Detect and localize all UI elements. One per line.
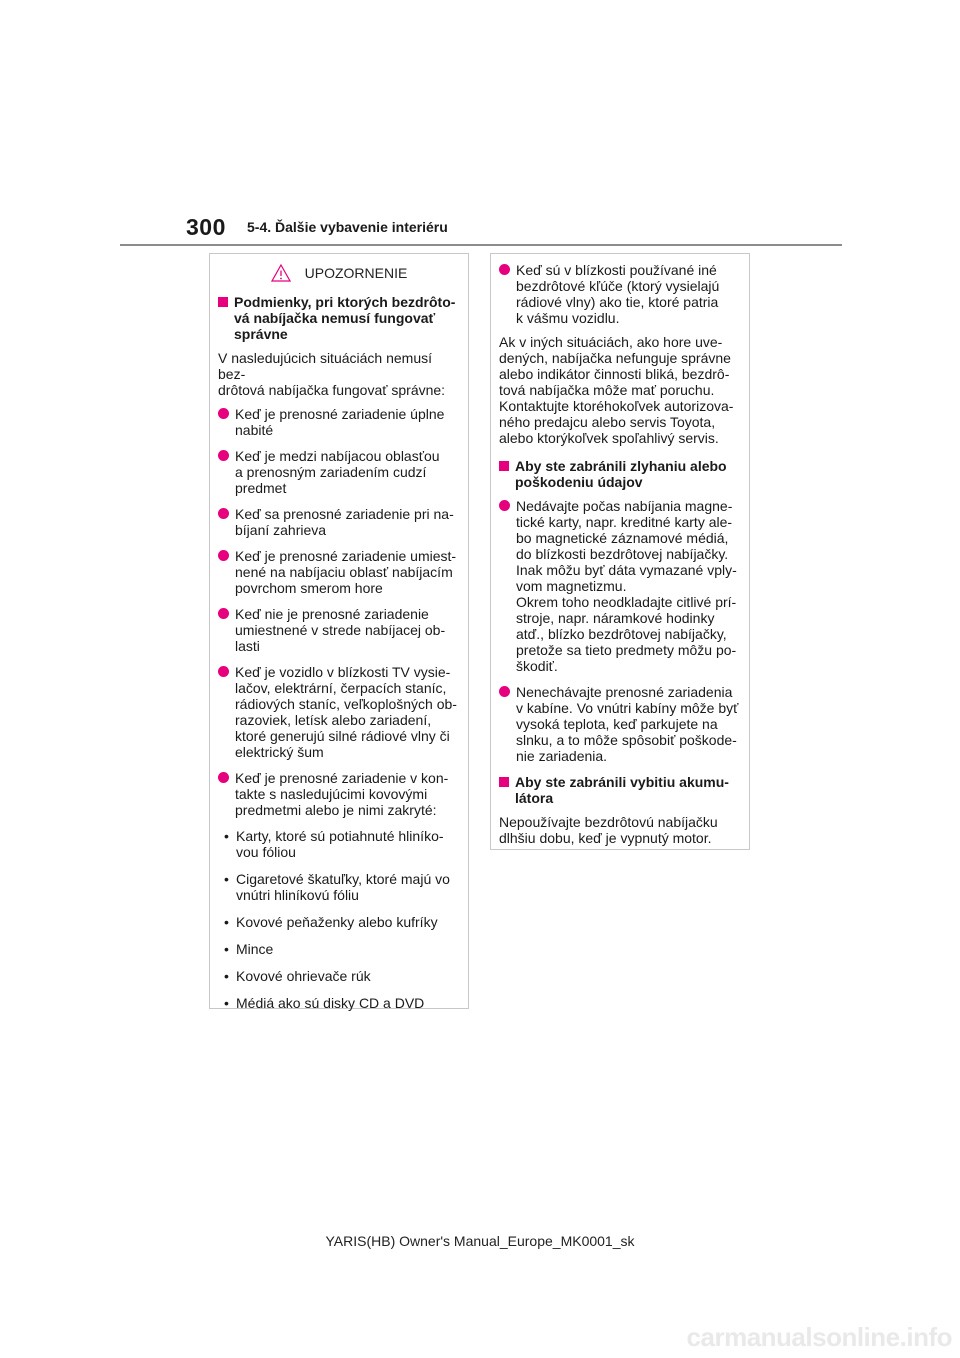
section-title: 5-4. Ďalšie vybavenie interiéru <box>247 219 448 235</box>
sub-list-item-text: Médiá ako sú disky CD a DVD <box>236 995 425 1011</box>
warning-box <box>209 253 469 1009</box>
square-bullet-icon <box>499 461 509 471</box>
subheading-text: Aby ste zabránili zlyhaniu alebo poškodeniu údajov <box>515 458 727 490</box>
list-item <box>499 498 741 674</box>
dot-bullet-icon <box>499 686 510 697</box>
watermark: carmanualsonline.info <box>686 1322 952 1352</box>
list-item <box>218 506 460 538</box>
sub-list-item-text: Cigaretové škatuľky, ktoré majú vo vnútri hliníkovú fóliu <box>236 871 450 903</box>
sub-list-item-text: Mince <box>236 941 274 957</box>
list-item <box>218 406 460 438</box>
list-item-text: Nedávajte počas nabíjania magne- tické karty, napr. kreditné karty ale- bo magnetické záznamové médiá, do blízkosti bezdrôtovej nabíjačky. Inak môžu byť dáta vymazané vply- vom magnetizmu. Okrem toho neodkladajte citlivé prí- stroje, napr. náramkové hodinky atď., blízko bezdrôtovej nabíjačky, pretože sa tieto predmety môžu po- škodiť. <box>516 498 737 674</box>
sub-list-item <box>224 968 460 984</box>
square-bullet-icon <box>499 777 509 787</box>
warning-header <box>218 258 460 288</box>
list-item <box>218 548 460 596</box>
contact-paragraph: Ak v iných situáciách, ako hore uve- dených, nabíjačka nefunguje správne alebo indikátor činnosti bliká, bezdrô- tová nabíjačka môže mať poruchu. Kontaktujte ktoréhokoľvek autorizova- ného predajcu alebo servis Toyota, alebo ktorýkoľvek spoľahlivý servis. <box>499 334 734 446</box>
battery-paragraph: Nepoužívajte bezdrôtovú nabíjačku dlhšiu dobu, keď je vypnutý motor. <box>499 814 718 846</box>
sub-bullet-marker: • <box>224 968 229 984</box>
sub-list-item <box>224 995 460 1011</box>
header-rule <box>120 244 842 246</box>
dot-bullet-icon <box>218 508 229 519</box>
warning-box-continued <box>490 253 750 850</box>
footer-text: YARIS(HB) Owner's Manual_Europe_MK0001_sk <box>325 1233 635 1249</box>
sub-bullet-marker: • <box>224 828 229 844</box>
list-item <box>218 664 460 760</box>
subheading <box>499 458 741 490</box>
list-item-text: Keď sú v blízkosti používané iné bezdrôtové kľúče (ktorý vysielajú rádiové vlny) ako tie, ktoré patria k vášmu vozidlu. <box>516 262 720 326</box>
dot-bullet-icon <box>218 666 229 677</box>
sub-list-item-text: Kovové peňaženky alebo kufríky <box>236 914 438 930</box>
subheading-text: Aby ste zabránili vybitiu akumu- látora <box>515 774 729 806</box>
warning-label: UPOZORNENIE <box>304 265 408 281</box>
sub-list-item-text: Karty, ktoré sú potiahnuté hliníko- vou fóliou <box>236 828 444 860</box>
subheading <box>499 774 741 806</box>
dot-bullet-icon <box>218 772 229 783</box>
list-item <box>218 448 460 496</box>
square-bullet-icon <box>218 297 228 307</box>
sub-bullet-marker: • <box>224 995 229 1011</box>
list-item <box>499 684 741 764</box>
list-item-text: Keď je medzi nabíjacou oblasťou a prenosným zariadením cudzí predmet <box>235 448 440 496</box>
dot-bullet-icon <box>218 408 229 419</box>
list-item <box>218 770 460 818</box>
list-item-text: Keď je prenosné zariadenie úplne nabité <box>235 406 445 438</box>
warning-triangle-icon <box>271 264 291 282</box>
sub-bullet-marker: • <box>224 871 229 887</box>
sub-list-item <box>224 828 460 860</box>
dot-bullet-icon <box>218 608 229 619</box>
list-item <box>499 262 741 326</box>
subheading <box>218 294 460 342</box>
list-item-text: Nenechávajte prenosné zariadenia v kabíne. Vo vnútri kabíny môže byť vysoká teplota, keď parkujete na slnku, a to môže spôsobiť poškode- nie zariadenia. <box>516 684 739 764</box>
page-number: 300 <box>186 214 226 240</box>
dot-bullet-icon <box>218 450 229 461</box>
sub-bullet-marker: • <box>224 941 229 957</box>
list-item-text: Keď nie je prenosné zariadenie umiestnené v strede nabíjacej ob- lasti <box>235 606 446 654</box>
dot-bullet-icon <box>499 500 510 511</box>
intro-paragraph: V nasledujúcich situáciách nemusí bez- drôtová nabíjačka fungovať správne: <box>218 350 446 398</box>
list-item-text: Keď je prenosné zariadenie umiest- nené na nabíjaciu oblasť nabíjacím povrchom smerom hore <box>235 548 457 596</box>
sub-list-item <box>224 941 460 957</box>
sub-list-item <box>224 871 460 903</box>
dot-bullet-icon <box>499 264 510 275</box>
sub-list-item <box>224 914 460 930</box>
dot-bullet-icon <box>218 550 229 561</box>
list-item <box>218 606 460 654</box>
subheading-text: Podmienky, pri ktorých bezdrôto- vá nabíjačka nemusí fungovať správne <box>234 294 456 342</box>
list-item-text: Keď je prenosné zariadenie v kon- takte s nasledujúcimi kovovými predmetmi alebo je nimi zakryté: <box>235 770 449 818</box>
list-item-text: Keď je vozidlo v blízkosti TV vysie- lačov, elektrární, čerpacích staníc, rádiových staníc, veľkoplošných ob- razoviek, letísk alebo zariadení, ktoré generujú silné rádiové vlny či elektrický šum <box>235 664 457 760</box>
sub-bullet-marker: • <box>224 914 229 930</box>
list-item-text: Keď sa prenosné zariadenie pri na- bíjaní zahrieva <box>235 506 454 538</box>
sub-list-item-text: Kovové ohrievače rúk <box>236 968 371 984</box>
